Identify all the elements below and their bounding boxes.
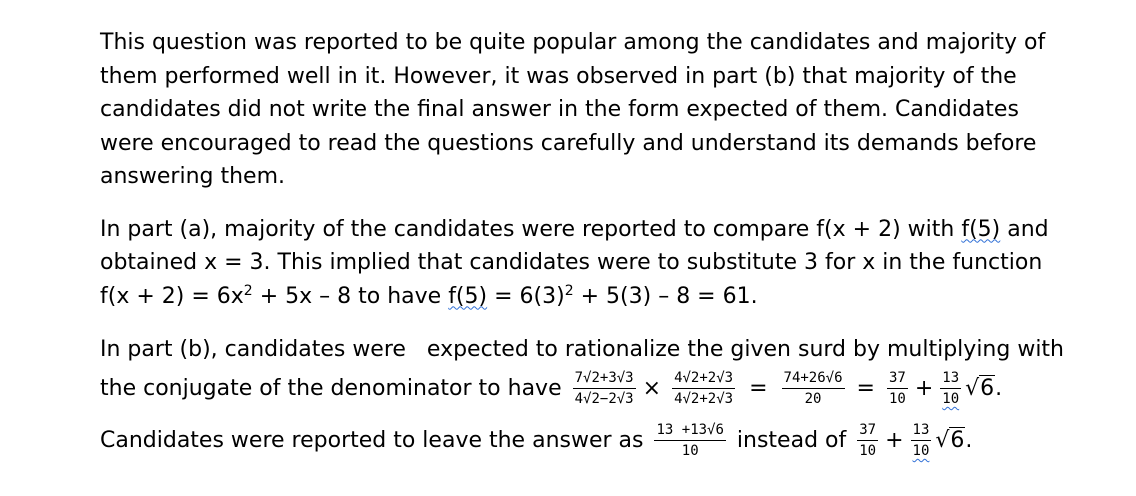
fraction-denominator: 4√2+2√3 — [674, 391, 734, 407]
p3-line-2 — [100, 369, 1100, 421]
fraction-denominator: 20 — [804, 391, 822, 407]
fraction-denominator: 10 — [681, 443, 699, 459]
paragraph-spacer — [100, 313, 1100, 331]
fraction-37-over-10 — [887, 369, 908, 408]
fraction-numerator: 74+26√6 — [783, 370, 843, 386]
fraction-bar — [857, 440, 878, 441]
square-root-6 — [965, 372, 995, 406]
fraction-denominator: 10 — [942, 391, 960, 407]
document-body — [100, 26, 1100, 473]
p1-line-2: them performed well in it. However, it was observed in part (b) that majority of the — [100, 63, 1017, 89]
plus-sign: + — [885, 427, 904, 453]
instead-of-text: instead of — [729, 427, 854, 453]
p2-line-3 — [100, 280, 1100, 314]
fraction-product — [782, 369, 845, 408]
p2-line-2: obtained x = 3. This implied that candidates were to substitute 3 for x in the function — [100, 250, 1043, 275]
p2-line-1 — [100, 213, 1100, 247]
fraction-bar — [573, 388, 636, 389]
p2-line-3-d: + 5(3) – 8 = 61. — [573, 283, 758, 309]
fraction-candidate-answer — [654, 421, 725, 460]
fraction-denominator: 10 — [888, 391, 906, 407]
plus-sign: + — [914, 375, 934, 401]
radicand: 6 — [950, 427, 965, 453]
paragraph-spacer — [100, 194, 1100, 213]
p2-line-3-sup-2: 2 — [564, 282, 574, 299]
p2-line-3-sup-1: 2 — [243, 282, 253, 299]
p2-line-1-post: and — [1000, 216, 1049, 242]
p2-line-3-c: = 6(3) — [487, 283, 565, 309]
times-sign: × — [642, 375, 662, 401]
p3-line-3 — [100, 421, 1100, 473]
paragraph-2 — [100, 213, 1100, 314]
root-symbol: √ — [965, 375, 980, 401]
p1-line-1: This question was reported to be quite popular among the candidates and majority of — [100, 30, 1046, 55]
equals-sign: = — [749, 375, 768, 401]
fraction-bar — [672, 388, 735, 389]
fraction-surd-original — [573, 369, 636, 408]
root-symbol: √ — [935, 427, 950, 453]
fraction-bar — [654, 440, 725, 441]
p2-line-3-a: f(x + 2) = 6x — [100, 283, 244, 309]
fraction-bar — [911, 440, 932, 441]
paragraph-1 — [100, 26, 1100, 194]
p3-line-3-text: Candidates were reported to leave the answer as — [100, 427, 651, 453]
p3-line-1: In part (b), candidates were expected to rationalize the given surd by multiplying with — [100, 337, 1065, 362]
fraction-numerator: 13 — [942, 370, 960, 386]
paragraph-3 — [100, 331, 1100, 473]
fraction-denominator: 10 — [859, 443, 877, 459]
fraction-bar — [940, 388, 961, 389]
fraction-numerator: 13 +13√6 — [656, 422, 724, 438]
square-root-6 — [935, 424, 965, 458]
fraction-numerator: 13 — [912, 422, 930, 438]
p1-line-4: were encouraged to read the questions carefully and understand its demands before — [100, 130, 1037, 156]
fraction-numerator: 37 — [859, 422, 877, 438]
fraction-conjugate — [672, 369, 735, 408]
fraction-numerator: 7√2+3√3 — [574, 370, 634, 386]
p1-line-5: answering them. — [100, 164, 286, 189]
p2-line-1-squiggle-word: f(5) — [961, 216, 1001, 242]
p3-line-2-text: the conjugate of the denominator to have — [100, 375, 569, 401]
fraction-denominator: 10 — [912, 443, 930, 459]
p2-line-3-squiggle-word: f(5) — [448, 283, 488, 309]
p2-line-1-pre: In part (a), majority of the candidates were reported to compare f(x + 2) with — [100, 216, 962, 242]
fraction-37-over-10 — [857, 421, 878, 460]
period: . — [995, 375, 1003, 401]
fraction-numerator: 4√2+2√3 — [674, 370, 734, 386]
fraction-bar — [887, 388, 908, 389]
period: . — [965, 427, 973, 453]
equals-sign: = — [856, 375, 875, 401]
p1-line-3: candidates did not write the final answer in the form expected of them. Candidates — [100, 97, 1019, 122]
fraction-13-over-10 — [940, 369, 961, 408]
fraction-numerator: 37 — [888, 370, 906, 386]
fraction-13-over-10 — [911, 421, 932, 460]
fraction-bar — [782, 388, 845, 389]
fraction-denominator: 4√2−2√3 — [574, 391, 634, 407]
p2-line-3-b: + 5x – 8 to have — [252, 283, 449, 309]
radicand: 6 — [980, 375, 995, 401]
